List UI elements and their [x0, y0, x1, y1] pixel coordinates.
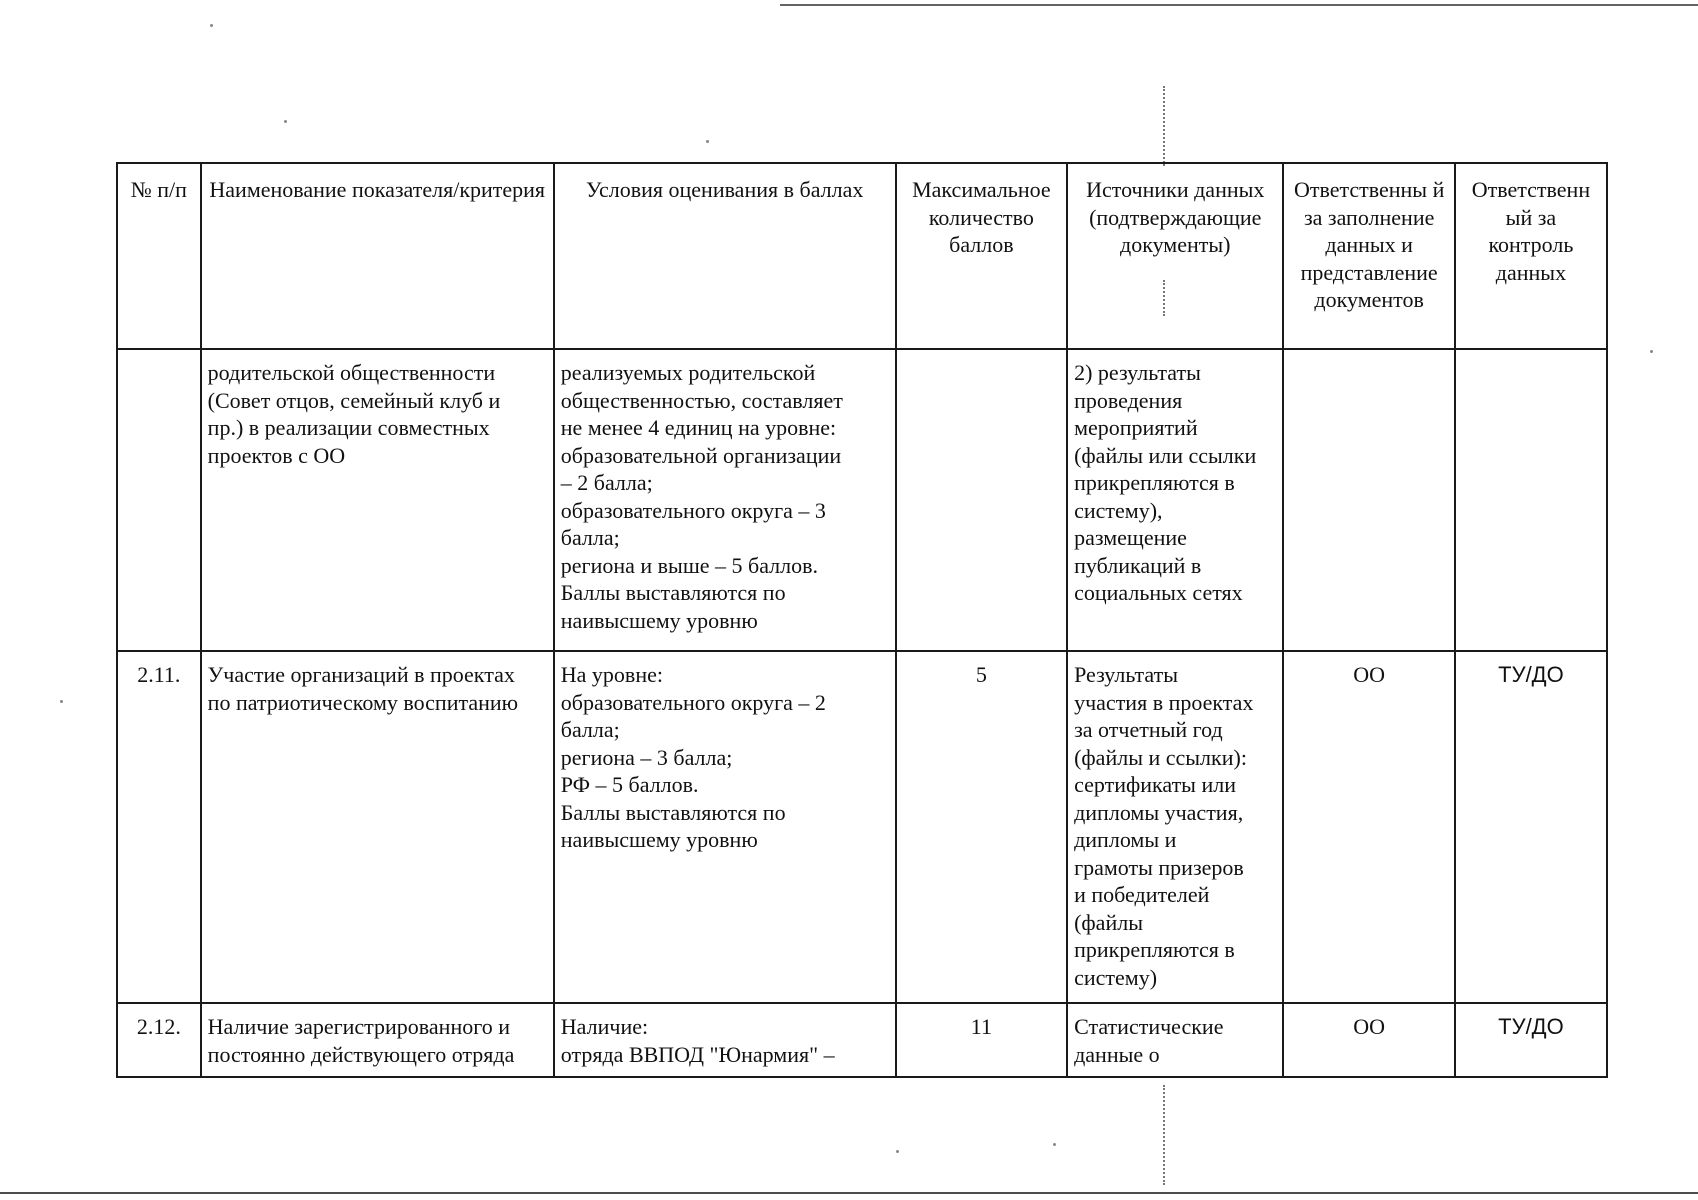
header-max-points: Максимальное количество баллов	[896, 163, 1067, 349]
scan-artifact-top-line	[780, 4, 1698, 6]
row-sources: Статистические данные о	[1067, 1003, 1283, 1077]
row-max-points: 11	[896, 1003, 1067, 1077]
header-sources: Источники данных (подтверждающие документы)	[1067, 163, 1283, 349]
criteria-table	[116, 162, 1608, 1078]
header-name: Наименование показателя/критерия	[201, 163, 554, 349]
row-responsible-control	[1455, 349, 1607, 651]
header-conditions: Условия оценивания в баллах	[554, 163, 896, 349]
row-responsible-fill: ОО	[1283, 1003, 1454, 1077]
scan-speck	[896, 1150, 899, 1153]
row-name: Наличие зарегистрированного и постоянно действующего отряда	[201, 1003, 554, 1077]
row-max-points	[896, 349, 1067, 651]
scan-artifact-dotted-line-top	[1163, 86, 1167, 166]
row-conditions: реализуемых родительской общественностью, составляет не менее 4 единиц на уровне: образовательной организации – 2 балла; образовательного округа – 3 балла; региона и выше – 5 баллов. Баллы выставляются по наивысшему уровню	[554, 349, 896, 651]
header-responsible-control: Ответственн ый за контроль данных	[1455, 163, 1607, 349]
table-row	[117, 651, 1607, 1003]
scan-artifact-bottom-line	[0, 1192, 1698, 1194]
scan-artifact-dotted-line-bottom	[1163, 1085, 1167, 1185]
scan-speck	[210, 24, 213, 27]
row-responsible-control: ТУ/ДО	[1455, 651, 1607, 1003]
row-name: Участие организаций в проектах по патриотическому воспитанию	[201, 651, 554, 1003]
row-responsible-fill	[1283, 349, 1454, 651]
row-conditions: На уровне: образовательного округа – 2 балла; региона – 3 балла; РФ – 5 баллов. Баллы выставляются по наивысшему уровню	[554, 651, 896, 1003]
scan-speck	[60, 700, 63, 703]
row-responsible-control: ТУ/ДО	[1455, 1003, 1607, 1077]
header-responsible-fill: Ответственны й за заполнение данных и представление документов	[1283, 163, 1454, 349]
row-conditions: Наличие: отряда ВВПОД "Юнармия" –	[554, 1003, 896, 1077]
header-num: № п/п	[117, 163, 201, 349]
row-num: 2.11.	[117, 651, 201, 1003]
scan-speck	[706, 140, 709, 143]
row-num	[117, 349, 201, 651]
table-header-row	[117, 163, 1607, 349]
scan-speck	[1650, 350, 1653, 353]
row-sources: Результаты участия в проектах за отчетный год (файлы и ссылки): сертификаты или дипломы участия, дипломы и грамоты призеров и победителей (файлы прикрепляются в систему)	[1067, 651, 1283, 1003]
table-row	[117, 349, 1607, 651]
scan-speck	[1053, 1143, 1056, 1146]
row-name: родительской общественности (Совет отцов, семейный клуб и пр.) в реализации совместных проектов с ОО	[201, 349, 554, 651]
row-sources: 2) результаты проведения мероприятий (файлы или ссылки прикрепляются в систему), размещение публикаций в социальных сетях	[1067, 349, 1283, 651]
scan-speck	[284, 120, 287, 123]
row-max-points: 5	[896, 651, 1067, 1003]
row-responsible-fill: ОО	[1283, 651, 1454, 1003]
row-num: 2.12.	[117, 1003, 201, 1077]
table-row	[117, 1003, 1607, 1077]
